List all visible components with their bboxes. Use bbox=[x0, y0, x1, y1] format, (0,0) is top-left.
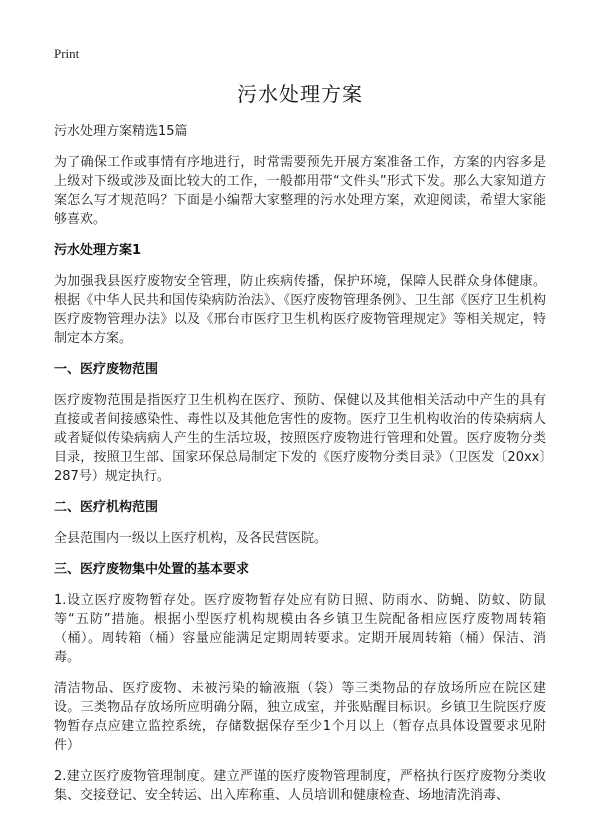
paragraph-requirement-2: 2.建立医疗废物管理制度。建立严谨的医疗废物管理制度，严格执行医疗废物分类收集、交接登记、安全转运、出入库称重、人员培训和健康检查、场地清洗消毒、 bbox=[54, 769, 546, 803]
subsection-heading-basic-requirements: 三、医疗废物集中处置的基本要求 bbox=[54, 562, 250, 577]
section-heading: 污水处理方案1 bbox=[54, 243, 142, 258]
paragraph-requirement-storage: 清洁物品、医疗废物、未被污染的输液瓶（袋）等三类物品的存放场所应在院区建设。三类物品存放场所应明确分隔，独立成室，并张贴醒目标识。乡镇卫生院医疗废物暂存点应建立监控系统，存储数据保存至少1个月以上（暂存点具体设置要求见附件） bbox=[54, 681, 546, 753]
intro-paragraph: 为了确保工作或事情有序地进行，时常需要预先开展方案准备工作，方案的内容多是上级对下级或涉及面比较大的工作，一般都用带“文件头”形式下发。那么大家知道方案怎么写才规范吗？下面是小编帮大家整理的污水处理方案，欢迎阅读，希望大家能够喜欢。 bbox=[54, 155, 546, 227]
paragraph-medical-waste-scope: 医疗废物范围是指医疗卫生机构在医疗、预防、保健以及其他相关活动中产生的具有直接或者间接感染性、毒性以及其他危害性的废物。医疗卫生机构收治的传染病病人或者疑似传染病病人产生的生活垃圾，按照医疗废物进行管理和处置。医疗废物分类目录，按照卫生部、国家环保总局制定下发的《医疗废物分类目录》（卫医发〔20xx〕287号）规定执行。 bbox=[54, 393, 546, 484]
paragraph-institution-scope: 全县范围内一级以上医疗机构，及各民营医院。 bbox=[54, 531, 328, 546]
document-title: 污水处理方案 bbox=[237, 82, 363, 106]
print-link[interactable]: Print bbox=[54, 46, 80, 61]
subsection-heading-medical-waste-scope: 一、医疗废物范围 bbox=[54, 362, 159, 377]
document-body bbox=[54, 122, 546, 817]
subsection-heading-institution-scope: 二、医疗机构范围 bbox=[54, 500, 159, 515]
section-paragraph: 为加强我县医疗废物安全管理，防止疾病传播，保护环境，保障人民群众身体健康。根据《中华人民共和国传染病防治法》、《医疗废物管理条例》、卫生部《医疗卫生机构医疗废物管理办法》以及《邢台市医疗卫生机构医疗废物管理规定》等相关规定，特制定本方案。 bbox=[54, 274, 546, 346]
paragraph-requirement-1: 1.设立医疗废物暂存处。医疗废物暂存处应有防日照、防雨水、防蝇、防蚊、防鼠等“五防”措施。根据小型医疗机构规模由各乡镇卫生院配备相应医疗废物周转箱（桶）。周转箱（桶）容量应能满足定期周转要求。定期开展周转箱（桶）保洁、消毒。 bbox=[54, 593, 546, 665]
document-subtitle: 污水处理方案精选15篇 bbox=[54, 124, 188, 139]
